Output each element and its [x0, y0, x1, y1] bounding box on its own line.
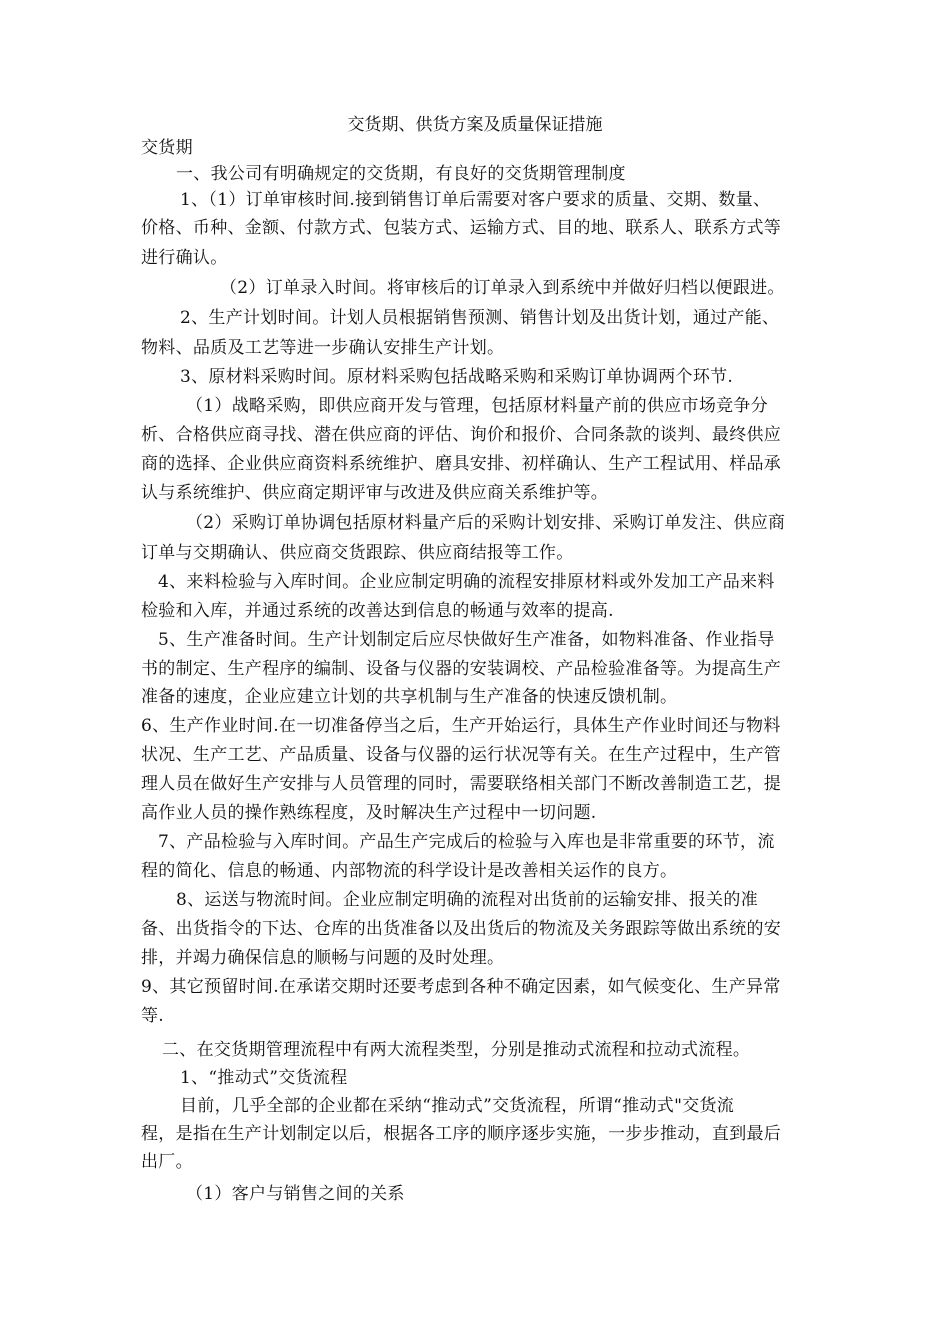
paragraph-line: 一、我公司有明确规定的交货期，有良好的交货期管理制度	[176, 164, 626, 184]
paragraph-line: 析、合格供应商寻找、潜在供应商的评估、询价和报价、合同条款的谈判、最终供应	[141, 425, 782, 445]
paragraph-line: 4、来料检验与入库时间。企业应制定明确的流程安排原材料或外发加工产品来料	[158, 572, 775, 592]
paragraph-line: 2、生产计划时间。计划人员根据销售预测、销售计划及出货计划，通过产能、	[180, 308, 780, 328]
document-title: 交货期、供货方案及质量保证措施	[347, 115, 603, 135]
paragraph-line: 7、产品检验与入库时间。产品生产完成后的检验与入库也是非常重要的环节，流	[158, 832, 775, 852]
paragraph-line: 价格、币种、金额、付款方式、包装方式、运输方式、目的地、联系人、联系方式等	[141, 218, 782, 238]
paragraph-line: （2）订单录入时间。将审核后的订单录入到系统中并做好归档以便跟进。	[220, 278, 785, 298]
paragraph-line: 订单与交期确认、供应商交货跟踪、供应商结报等工作。	[141, 543, 574, 563]
paragraph-line: 准备的速度，企业应建立计划的共享机制与生产准备的快速反馈机制。	[141, 687, 678, 707]
paragraph-line: 认与系统维护、供应商定期评审与改进及供应商关系维护等。	[141, 483, 609, 503]
paragraph-line: 备、出货指令的下达、仓库的出货准备以及出货后的物流及关务跟踪等做出系统的安	[141, 919, 782, 939]
paragraph-line: 等.	[141, 1006, 165, 1026]
paragraph-line: 排，并竭力确保信息的顺畅与问题的及时处理。	[141, 948, 505, 968]
paragraph-line: 物料、品质及工艺等进一步确认安排生产计划。	[141, 338, 505, 358]
paragraph-line: 出厂。	[141, 1152, 193, 1172]
paragraph-line: 程，是指在生产计划制定以后，根据各工序的顺序逐步实施，一步步推动，直到最后	[141, 1124, 782, 1144]
paragraph-line: 理人员在做好生产安排与人员管理的同时，需要联络相关部门不断改善制造工艺，提	[141, 774, 782, 794]
paragraph-line: 商的选择、企业供应商资料系统维护、磨具安排、初样确认、生产工程试用、样品承	[141, 454, 782, 474]
subsection-heading: 1、“推动式”交货流程	[180, 1068, 348, 1088]
section-heading: 二、在交货期管理流程中有两大流程类型，分别是推动式流程和拉动式流程。	[162, 1040, 751, 1060]
paragraph-line: 书的制定、生产程序的编制、设备与仪器的安装调校、产品检验准备等。为提高生产	[141, 659, 782, 679]
paragraph-line: 检验和入库，并通过系统的改善达到信息的畅通与效率的提高.	[141, 601, 614, 621]
paragraph-line: 1、（1）订单审核时间.接到销售订单后需要对客户要求的质量、交期、数量、	[180, 190, 771, 210]
paragraph-line: 目前，几乎全部的企业都在采纳“推动式”交货流程，所谓“推动式"交货流	[180, 1096, 735, 1116]
paragraph-line: 5、生产准备时间。生产计划制定后应尽快做好生产准备，如物料准备、作业指导	[158, 630, 775, 650]
paragraph-line: 9、其它预留时间.在承诺交期时还要考虑到各种不确定因素，如气候变化、生产异常	[141, 977, 781, 997]
paragraph-line: 8、运送与物流时间。企业应制定明确的流程对出货前的运输安排、报关的准	[176, 890, 759, 910]
paragraph-line: 程的简化、信息的畅通、内部物流的科学设计是改善相关运作的良方。	[141, 861, 678, 881]
paragraph-line: 6、生产作业时间.在一切准备停当之后，生产开始运行，具体生产作业时间还与物料	[141, 716, 781, 736]
section-heading: 交货期	[141, 138, 193, 158]
paragraph-line: （2）采购订单协调包括原材料量产后的采购计划安排、采购订单发注、供应商	[186, 513, 786, 533]
paragraph-line: 状况、生产工艺、产品质量、设备与仪器的运行状况等有关。在生产过程中，生产管	[141, 745, 782, 765]
paragraph-line: （1）客户与销售之间的关系	[186, 1184, 405, 1204]
paragraph-line: 3、原材料采购时间。原材料采购包括战略采购和采购订单协调两个环节.	[180, 367, 734, 387]
paragraph-line: 进行确认。	[141, 248, 228, 268]
paragraph-line: （1）战略采购，即供应商开发与管理，包括原材料量产前的供应市场竞争分	[186, 396, 769, 416]
paragraph-line: 高作业人员的操作熟练程度，及时解决生产过程中一切问题.	[141, 803, 597, 823]
